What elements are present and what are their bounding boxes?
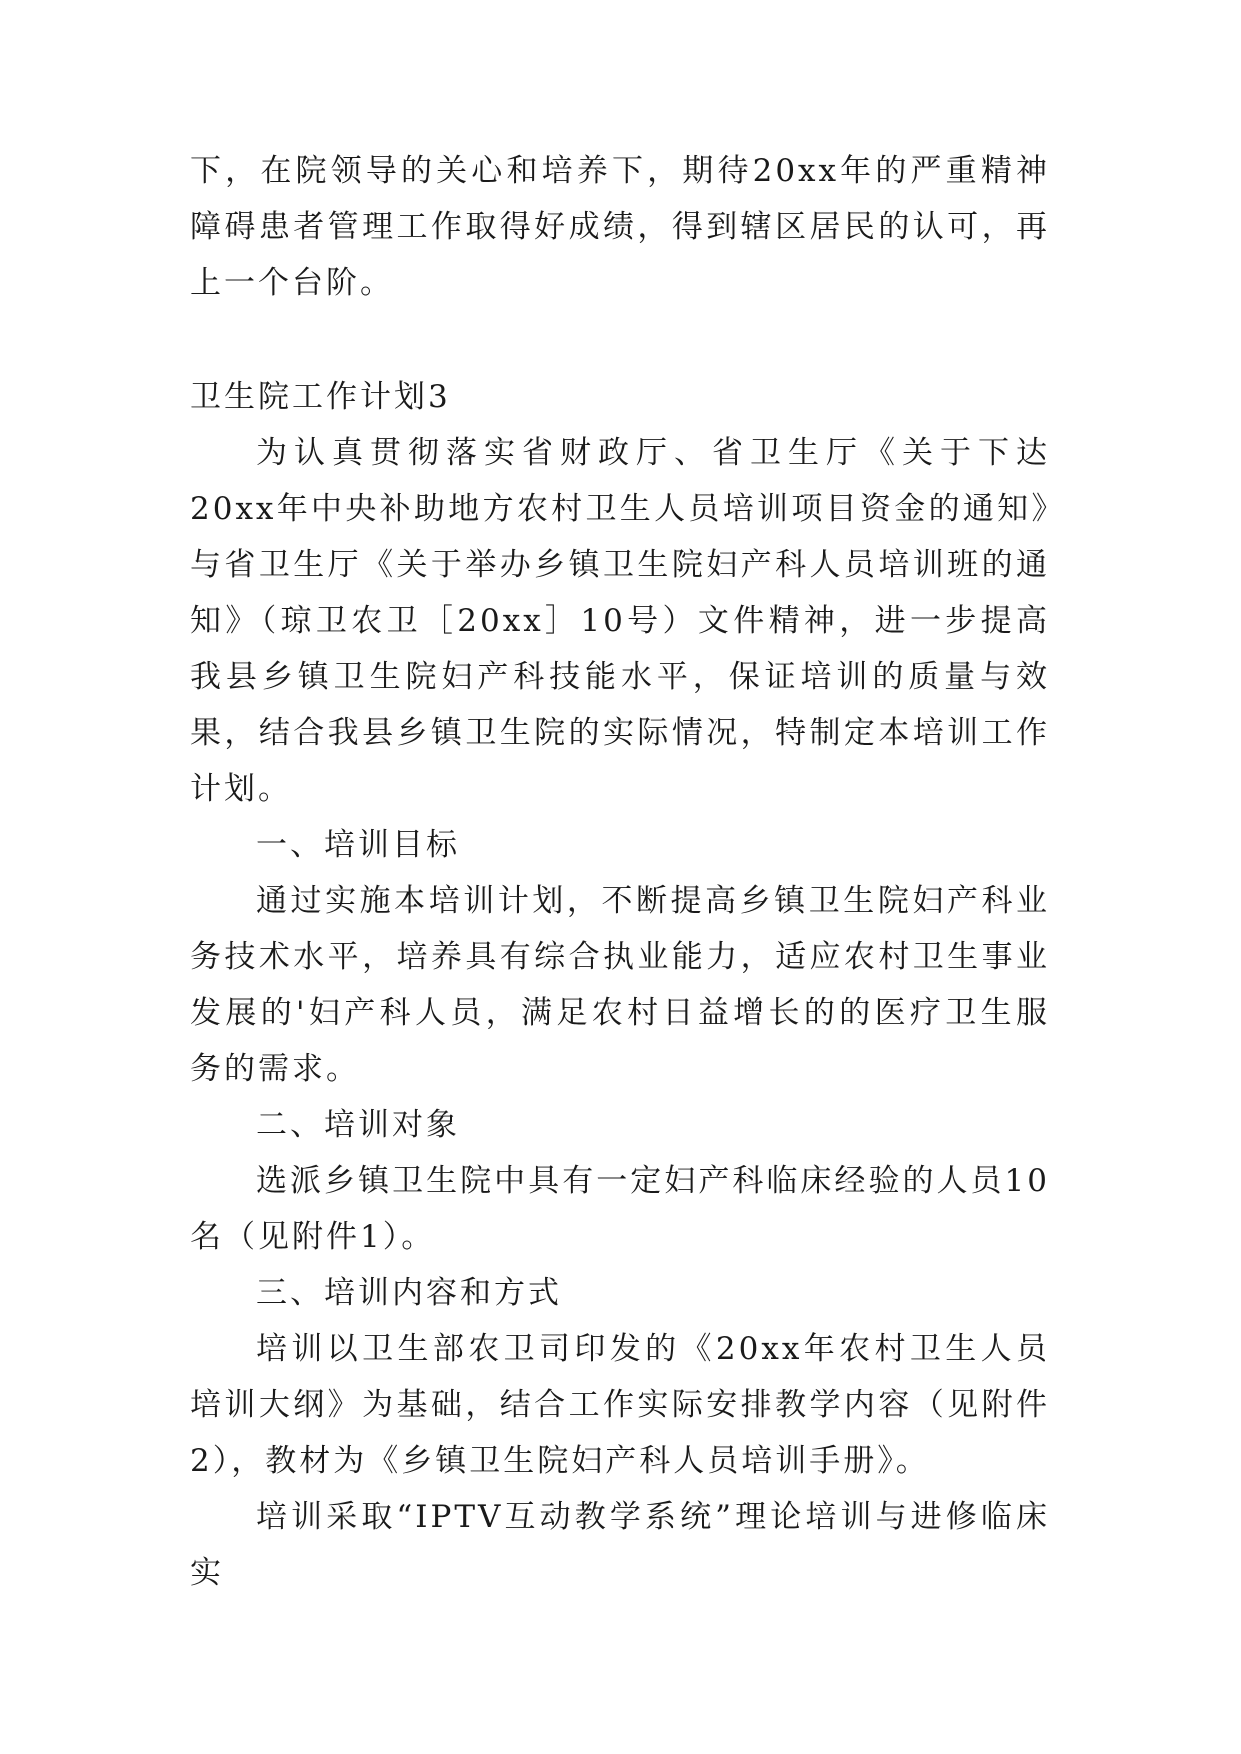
training-goal-paragraph: 通过实施本培训计划，不断提高乡镇卫生院妇产科业务技术水平，培养具有综合执业能力，适应农村卫生事业发展的'妇产科人员，满足农村日益增长的的医疗卫生服务的需求。 bbox=[190, 883, 1050, 1087]
training-target-paragraph: 选派乡镇卫生院中具有一定妇产科临床经验的人员10名（见附件1）。 bbox=[190, 1163, 1050, 1255]
section-title: 卫生院工作计划3 bbox=[190, 379, 451, 415]
intro-paragraph: 为认真贯彻落实省财政厅、省卫生厅《关于下达20xx年中央补助地方农村卫生人员培训项目资金的通知》与省卫生厅《关于举办乡镇卫生院妇产科人员培训班的通知》（琼卫农卫［20xx］10号）文件精神，进一步提高我县乡镇卫生院妇产科技能水平，保证培训的质量与效果，结合我县乡镇卫生院的实际情况，特制定本培训工作计划。 bbox=[190, 435, 1050, 807]
heading-training-target: 二、培训对象 bbox=[256, 1107, 460, 1143]
training-content-paragraph: 培训以卫生部农卫司印发的《20xx年农村卫生人员培训大纲》为基础，结合工作实际安排教学内容（见附件2），教材为《乡镇卫生院妇产科人员培训手册》。 bbox=[190, 1331, 1050, 1479]
heading-training-content: 三、培训内容和方式 bbox=[256, 1275, 562, 1311]
training-method-paragraph: 培训采取“IPTV互动教学系统”理论培训与进修临床实 bbox=[190, 1499, 1050, 1591]
heading-training-goal: 一、培训目标 bbox=[256, 827, 460, 863]
document-body bbox=[190, 143, 1050, 1601]
continuation-paragraph: 下，在院领导的关心和培养下，期待20xx年的严重精神障碍患者管理工作取得好成绩，得到辖区居民的认可，再上一个台阶。 bbox=[190, 153, 1050, 301]
